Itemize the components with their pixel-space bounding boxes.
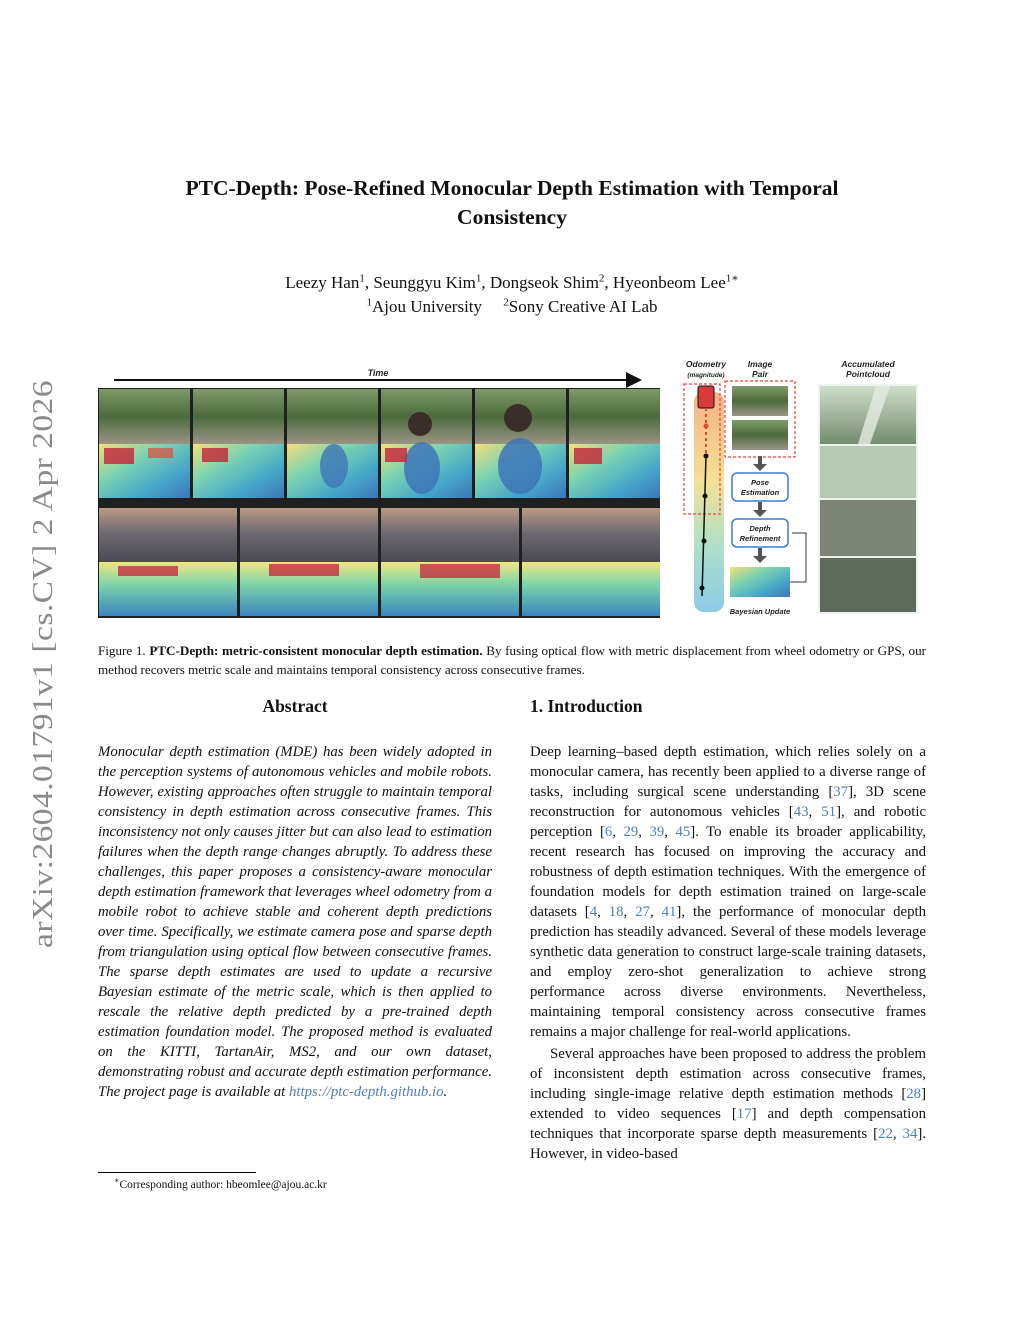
paper-title — [100, 174, 924, 232]
intro-paragraph-2 — [530, 1044, 926, 1164]
caption-prefix: Figure 1. — [98, 643, 150, 658]
intro-text-run: , — [638, 824, 650, 840]
intro-text-run: ] and depth compensation techniques that incorporate sparse depth measurements [ — [530, 1106, 927, 1142]
citation-link[interactable]: 37 — [833, 784, 849, 800]
accumulated-label: Accumulated — [841, 359, 895, 369]
abstract-section — [98, 694, 492, 1102]
intro-text-run: ] extended to video sequences [ — [530, 1086, 926, 1122]
author-name: Seunggyu Kim — [373, 273, 476, 292]
depth-box-label: Depth — [749, 524, 771, 533]
intro-text-run: Several approaches have been proposed to address the problem of inconsistent depth estimation across consecutive frames, including single-image relative depth estimation methods [ — [530, 1046, 926, 1102]
accumulated-label: Pointcloud — [846, 369, 890, 379]
abstract-text: Monocular depth estimation (MDE) has been widely adopted in the perception systems of autonomous vehicles and mobile robots. However, existing approaches often struggle to maintain temporal consistency in depth estimation across consecutive frames. This inconsistency not only causes jitter but can also lead to estimation failures when the depth range changes abruptly. To address these challenges, this paper proposes a consistency-aware monocular depth estimation framework that leverages wheel odometry from a mobile robot to achieve stable and coherent depth predictions over time. Specifically, we estimate camera pose and sparse depth from triangulation using optical flow between consecutive frames. The sparse depth estimates are used to update a recursive Bayesian estimate of the metric scale, which is then applied to rescale the relative depth predicted by a pre-trained depth estimation foundation model. The proposed method is evaluated on the KITTI, TartanAir, MS2, and our own dataset, demonstrating robust and accurate depth estimation performance. The project page is available at — [98, 744, 492, 1100]
odometry-sub-label: (magnitude) — [687, 372, 725, 379]
citation-link[interactable]: 43 — [793, 804, 809, 820]
project-page-link[interactable]: https://ptc-depth.github.io — [288, 1084, 444, 1100]
intro-text-run: , — [892, 1126, 903, 1142]
introduction-section — [530, 694, 926, 1164]
title-line-1: PTC-Depth: Pose-Refined Monocular Depth Estimation with Temporal — [185, 176, 839, 200]
citation-link[interactable]: 29 — [623, 824, 639, 840]
citation-link[interactable]: 6 — [604, 824, 613, 840]
citation-link[interactable]: 39 — [649, 824, 665, 840]
pipeline-panel — [725, 359, 806, 616]
author-name: Dongseok Shim — [489, 273, 599, 292]
intro-text-run: ]. However, in video-based — [530, 1126, 926, 1162]
citation-link[interactable]: 28 — [906, 1086, 922, 1102]
figure-caption — [98, 641, 926, 679]
intro-text-run: ], 3D scene reconstruction for autonomous vehicles [ — [530, 784, 926, 820]
odometry-label: Odometry — [685, 359, 727, 369]
image-pair-label: Image — [747, 359, 773, 369]
affiliation: Ajou University — [372, 297, 483, 316]
intro-text-run: , — [808, 804, 822, 820]
caption-bold: PTC-Depth: metric-consistent monocular depth estimation. — [149, 643, 483, 658]
forest-sequence — [98, 388, 660, 500]
abstract-body — [98, 742, 492, 1102]
introduction-heading: 1. Introduction — [530, 696, 643, 716]
citation-link[interactable]: 18 — [608, 904, 624, 920]
affil-mark: 2 — [503, 296, 509, 309]
citation-link[interactable]: 34 — [902, 1126, 918, 1142]
author-name: Leezy Han — [285, 273, 360, 292]
pose-box-label: Pose — [751, 478, 769, 487]
citation-link[interactable]: 4 — [589, 904, 598, 920]
author-affil-mark: 1 — [359, 272, 365, 285]
citation-link[interactable]: 17 — [736, 1106, 752, 1122]
affil-mark: 1 — [366, 296, 372, 309]
odometry-panel — [684, 359, 727, 612]
author-affil-mark: 2 — [598, 272, 605, 285]
figure-1 — [98, 356, 926, 618]
depth-box-label: Refinement — [739, 534, 781, 543]
caption-text: By fusing optical flow with metric displacement from wheel odometry or GPS, our method recovers metric scale and maintains temporal consistency across consecutive frames. — [98, 643, 927, 677]
author-list: Leezy Han$^1$, Seunggyu Kim$^1$, Dongseok Shim$^2$, Hyeonbeom Lee$^{1∗}$ — [285, 272, 739, 292]
affiliation-list — [100, 295, 924, 319]
intro-text-run: , — [612, 824, 624, 840]
author-name: Hyeonbeom Lee — [612, 273, 726, 292]
author-affil-mark: 1 — [475, 272, 482, 285]
citation-link[interactable]: 41 — [661, 904, 677, 920]
intro-text-run: , — [623, 904, 636, 920]
time-label: Time — [367, 368, 389, 378]
footnote-text: Corresponding author: hbeomlee@ajou.ac.kr — [119, 1179, 327, 1191]
abstract-end: . — [443, 1084, 448, 1100]
citation-link[interactable]: 51 — [821, 804, 837, 820]
city-sequence — [98, 500, 660, 618]
arxiv-id-text: arXiv:2604.01791v1 [cs.CV] 2 Apr 2026 — [27, 456, 59, 948]
citation-link[interactable]: 22 — [878, 1126, 893, 1142]
footnote-mark: ∗ — [114, 1176, 120, 1186]
citation-link[interactable]: 45 — [675, 824, 691, 840]
author-affil-mark: 1∗ — [725, 272, 739, 285]
citation-link[interactable]: 27 — [635, 904, 650, 920]
footnote-rule — [98, 1172, 256, 1173]
pose-box-label: Estimation — [740, 488, 780, 497]
title-line-2: Consistency — [457, 205, 567, 229]
arxiv-identifier — [22, 378, 62, 950]
intro-text-run: ], and robotic perception [ — [530, 804, 927, 840]
bayesian-update-label: Bayesian Update — [729, 607, 791, 616]
affiliation: Sony Creative AI Lab — [508, 297, 658, 316]
intro-paragraph-1 — [530, 742, 926, 1042]
intro-text-run: , — [649, 904, 662, 920]
pointcloud-panel — [818, 359, 918, 614]
image-pair-label: Pair — [751, 369, 769, 379]
intro-text-run: ]. To enable its broader applicability, recent research has focused on improving the accuracy and robustness of depth estimation techniques. With the emergence of foundation models for depth estimation trained on large-scale datasets [ — [530, 824, 926, 920]
abstract-heading: Abstract — [262, 696, 328, 716]
intro-text-run: Deep learning–based depth estimation, which relies solely on a monocular camera, has recently been applied to a diverse range of tasks, including surgical scene understanding [ — [530, 744, 926, 800]
footnote — [114, 1177, 327, 1193]
intro-text-run: , — [597, 904, 609, 920]
intro-text-run: ], the performance of monocular depth prediction has steadily advanced. Several of these models leverage synthetic data generation to construct large-scale training datasets, and employ zero-shot generalization to achieve strong performance across diverse environments. Nevertheless, maintaining temporal consistency across consecutive frames remains a major challenge for real-world applications. — [530, 904, 927, 1040]
intro-text-run: , — [664, 824, 676, 840]
